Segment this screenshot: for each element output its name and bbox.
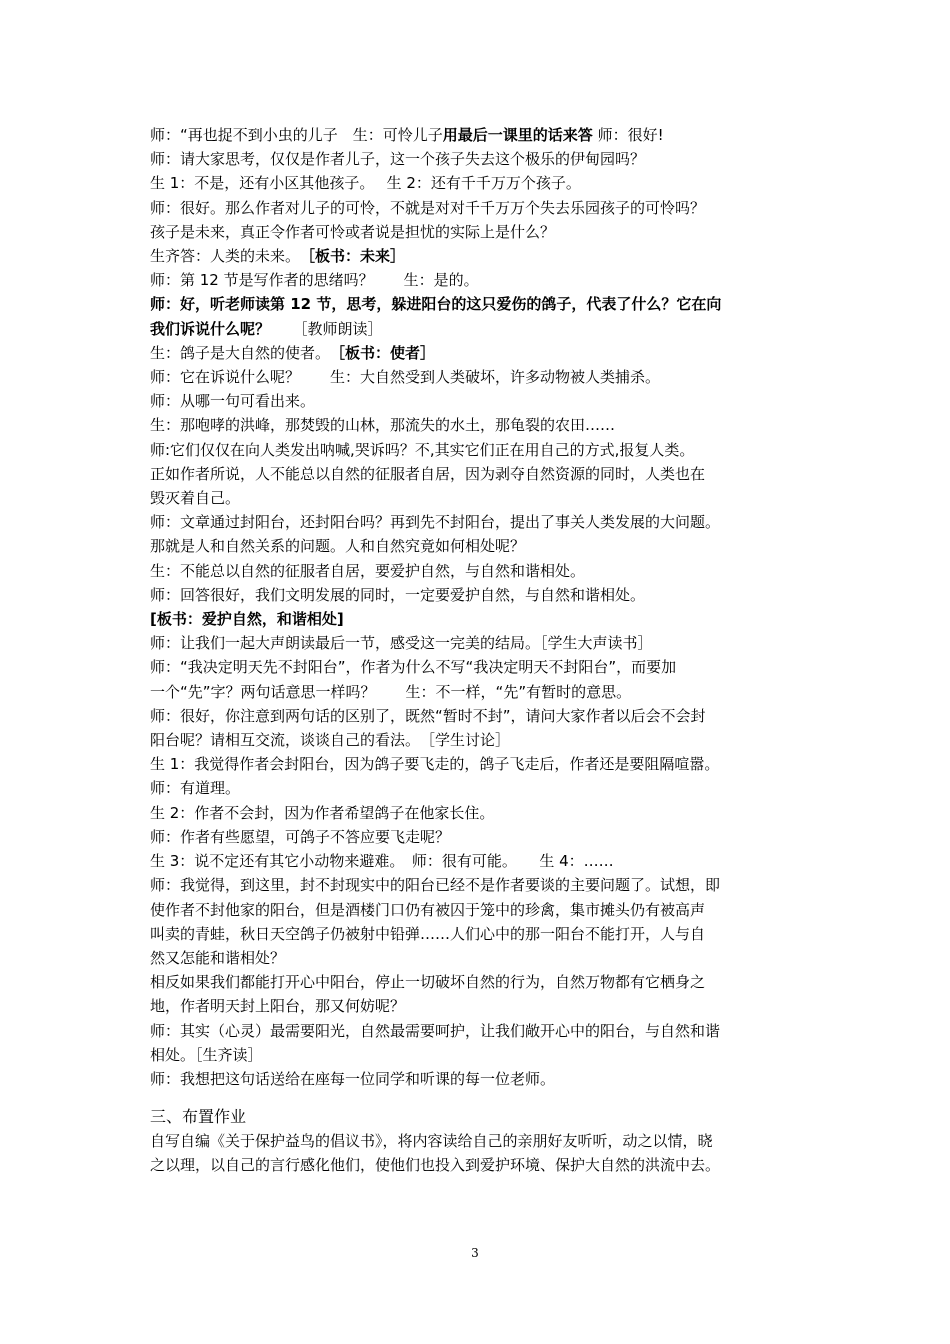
text-line: 师：从哪一句可看出来。 [150, 392, 316, 411]
text-line: 生 1：我觉得作者会封阳台，因为鸽子要飞走的，鸽子飞走后，作者还是要阻隔喧嚣。 [150, 755, 720, 774]
text-line: 师：文章通过封阳台，还封阳台吗？再到先不封阳台，提出了事关人类发展的大问题。 [150, 513, 721, 532]
board-note: [板书：爱护自然，和谐相处] [150, 610, 344, 629]
text-line: 师：有道理。 [150, 779, 241, 798]
text-line: 师：“我决定明天先不封阳台”，作者为什么不写“我决定明天不封阳台”，而要加 [150, 658, 677, 677]
text-line: 师:它们仅仅在向人类发出呐喊,哭诉吗？不,其实它们正在用自己的方式,报复人类。 [150, 440, 695, 459]
lesson-transcript [150, 123, 822, 1178]
page-number: 3 [471, 1246, 479, 1260]
text-line [150, 341, 822, 365]
text-line [150, 244, 822, 268]
text-line [150, 123, 822, 147]
board-note: ［板书：未来］ [307, 247, 406, 266]
text-span: 生齐答：人类的未来。 [150, 247, 308, 266]
text-line: 生 1：不是，还有小区其他孩子。 生 2：还有千千万万个孩子。 [150, 174, 581, 193]
text-line: 生：那咆哮的洪峰，那焚毁的山林，那流失的水土，那龟裂的农田…… [150, 416, 616, 435]
text-line: 那就是人和自然关系的问题。人和自然究竟如何相处呢？ [150, 537, 526, 556]
text-line: 师：很好，你注意到两句话的区别了，既然“暂时不封”，请问大家作者以后会不会封 [150, 706, 706, 725]
board-note: ［板书：使者］ [337, 343, 436, 362]
text-line: 使作者不封他家的阳台，但是酒楼门口仍有被囚于笼中的珍禽，集市摊头仍有被高声 [150, 900, 706, 919]
text-line: 师：很好。那么作者对儿子的可怜，不就是对对千千万万个失去乐园孩子的可怜吗？ [150, 198, 706, 217]
text-line: 师：让我们一起大声朗读最后一节，感受这一完美的结局。［学生大声读书］ [150, 634, 653, 653]
text-line [150, 317, 822, 341]
text-span: 师：“再也捉不到小虫的儿子 生：可怜儿子 [150, 126, 443, 144]
section-heading: 三、布置作业 [150, 1107, 247, 1127]
text-line: 相反如果我们都能打开心中阳台，停止一切破坏自然的行为，自然万物都有它栖身之 [150, 973, 706, 992]
text-line: 师：请大家思考，仅仅是作者儿子，这一个孩子失去这个极乐的伊甸园吗？ [150, 150, 646, 169]
text-span: 生：鸽子是大自然的使者。 [150, 343, 338, 362]
text-line: 师：我想把这句话送给在座每一位同学和听课的每一位老师。 [150, 1069, 556, 1088]
text-line: 相处。［生齐读］ [150, 1045, 263, 1064]
text-line: 师：好，听老师读第 12 节，思考，躲进阳台的这只爱伤的鸽子，代表了什么？它在向 [150, 295, 722, 314]
text-line: 生 2：作者不会封，因为作者希望鸽子在他家长住。 [150, 803, 495, 822]
text-line: 地，作者明天封上阳台，那又何妨呢？ [150, 997, 406, 1016]
text-line: 叫卖的青蛙，秋日天空鸽子仍被射中铅弹……人们心中的那一阳台不能打开，人与自 [150, 924, 706, 943]
text-line: 一个“先”字？两句话意思一样吗？ 生：不一样，“先”有暂时的意思。 [150, 682, 632, 701]
text-line: 师：它在诉说什么呢？ 生：大自然受到人类破坏，许多动物被人类捕杀。 [150, 368, 661, 387]
bold-text: 用最后一课里的话来答 [442, 126, 593, 144]
text-line: 师：回答很好，我们文明发展的同时，一定要爱护自然，与自然和谐相处。 [150, 585, 646, 604]
text-line: 之以理，以自己的言行感化他们，使他们也投入到爱护环境、保护大自然的洪流中去。 [150, 1156, 721, 1175]
text-line: 师：其实（心灵）最需要阳光，自然最需要呵护，让我们敞开心中的阳台，与自然和谐 [150, 1021, 721, 1040]
text-line: 正如作者所说，人不能总以自然的征服者自居，因为剥夺自然资源的同时，人类也在 [150, 464, 706, 483]
text-line: 自写自编《关于保护益鸟的倡议书》，将内容读给自己的亲朋好友听听，动之以情，晓 [150, 1132, 713, 1151]
text-line: 师：作者有些愿望，可鸽子不答应要飞走呢？ [150, 827, 451, 846]
text-line: 生 3：说不定还有其它小动物来避难。 师：很有可能。 生 4：…… [150, 852, 614, 871]
text-span: 师：很好! [592, 126, 664, 144]
text-line: 毁灭着自己。 [150, 489, 241, 508]
text-line: 师：第 12 节是写作者的思绪吗？ 生：是的。 [150, 271, 479, 290]
text-line: 然又怎能和谐相处？ [150, 948, 286, 967]
text-line: 孩子是未来，真正令作者可怜或者说是担忧的实际上是什么？ [150, 222, 556, 241]
text-line: 师：我觉得，到这里，封不封现实中的阳台已经不是作者要谈的主要问题了。试想，即 [150, 876, 721, 895]
text-span: ［教师朗读］ [270, 319, 383, 338]
bold-text: 我们诉说什么呢？ [150, 319, 271, 338]
text-line: 生：不能总以自然的征服者自居，要爱护自然，与自然和谐相处。 [150, 561, 586, 580]
text-line: 阳台呢？请相互交流，谈谈自己的看法。 ［学生讨论］ [150, 731, 511, 750]
